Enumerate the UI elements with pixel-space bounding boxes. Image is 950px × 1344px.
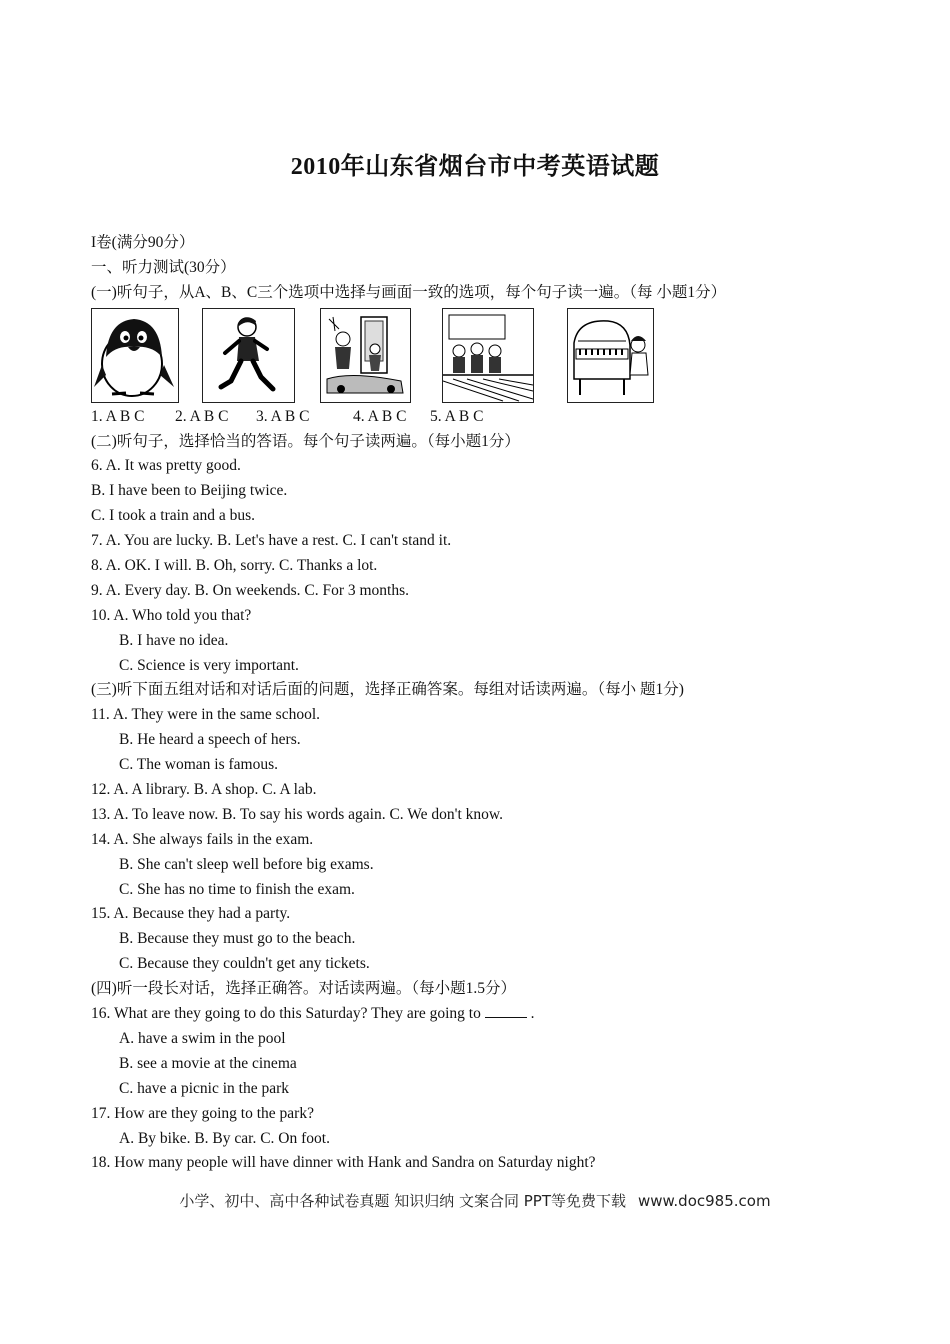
answer-choice: 3. A B C <box>256 407 310 425</box>
part-heading: (二)听句子，选择恰当的答语。每个句子读两遍。（每小题1分） <box>91 432 520 450</box>
option-line: A. have a swim in the pool <box>119 1029 286 1047</box>
question-line: 18. How many people will have dinner with Hank and Sandra on Saturday night? <box>91 1154 596 1172</box>
option-line: B. Because they must go to the beach. <box>119 930 356 948</box>
footer-site[interactable]: www.doc985.com <box>637 1192 771 1210</box>
answer-choice: 1. A B C <box>91 407 145 425</box>
answer-choice: 4. A B C <box>353 407 407 425</box>
question-line: 10. A. Who told you that? <box>91 606 252 624</box>
option-line: A. By bike. B. By car. C. On foot. <box>119 1129 330 1147</box>
part-heading: (三)听下面五组对话和对话后面的问题，选择正确答案。每组对话读两遍。（每小 题1分) <box>91 681 684 699</box>
girl-at-piano-picture <box>567 308 654 403</box>
question-line: 8. A. OK. I will. B. Oh, sorry. C. Thanks a lot. <box>91 557 378 575</box>
classroom-picture <box>442 308 534 403</box>
question-line: 15. A. Because they had a party. <box>91 905 291 923</box>
part-heading: (一)听句子，从A、B、C三个选项中选择与画面一致的选项，每个句子读一遍。（每 小题1分） <box>91 283 727 301</box>
option-line: B. He heard a speech of hers. <box>119 731 301 749</box>
question-line <box>91 1002 851 1027</box>
option-line: C. The woman is famous. <box>119 756 279 774</box>
option-line: C. She has no time to finish the exam. <box>119 880 355 898</box>
kids-at-door-picture <box>320 308 411 403</box>
footer-text: 小学、初中、高中各种试卷真题 知识归纳 文案合同 PPT等免费下载 <box>179 1192 626 1210</box>
penguin-picture <box>91 308 179 403</box>
question-end: . <box>530 1005 535 1023</box>
question-line: C. I took a train and a bus. <box>91 507 256 525</box>
option-line: C. Science is very important. <box>119 656 299 674</box>
answer-choice: 2. A B C <box>175 407 229 425</box>
question-line: 13. A. To leave now. B. To say his words again. C. We don't know. <box>91 805 503 823</box>
answer-choice: 5. A B C <box>430 407 484 425</box>
section-heading: 一、听力测试(30分） <box>91 258 236 276</box>
answer-choices-row <box>91 405 851 430</box>
running-boy-picture <box>202 308 295 403</box>
question-text: 16. What are they going to do this Saturday? They are going to <box>91 1005 481 1023</box>
question-line: 12. A. A library. B. A shop. C. A lab. <box>91 781 317 799</box>
picture-row <box>91 308 851 405</box>
answer-blank <box>485 1003 527 1018</box>
exam-content <box>91 231 851 1176</box>
option-line: B. I have no idea. <box>119 631 229 649</box>
part-heading: (四)听一段长对话，选择正确答。对话读两遍。（每小题1.5分） <box>91 980 516 998</box>
option-line: B. see a movie at the cinema <box>119 1054 297 1072</box>
question-line: 9. A. Every day. B. On weekends. C. For 3 months. <box>91 581 410 599</box>
paper-header: I卷(满分90分） <box>91 234 195 251</box>
question-line: 17. How are they going to the park? <box>91 1104 314 1122</box>
option-line: C. Because they couldn't get any tickets. <box>119 955 370 973</box>
question-line: 14. A. She always fails in the exam. <box>91 830 314 848</box>
page-title: 2010年山东省烟台市中考英语试题 <box>290 154 660 180</box>
option-line: C. have a picnic in the park <box>119 1079 290 1097</box>
page-footer <box>0 1190 950 1211</box>
option-line: B. She can't sleep well before big exams. <box>119 855 374 873</box>
question-line: 11. A. They were in the same school. <box>91 706 321 724</box>
question-line: B. I have been to Beijing twice. <box>91 482 288 500</box>
question-line: 7. A. You are lucky. B. Let's have a rest. C. I can't stand it. <box>91 532 452 550</box>
question-line: 6. A. It was pretty good. <box>91 457 241 475</box>
